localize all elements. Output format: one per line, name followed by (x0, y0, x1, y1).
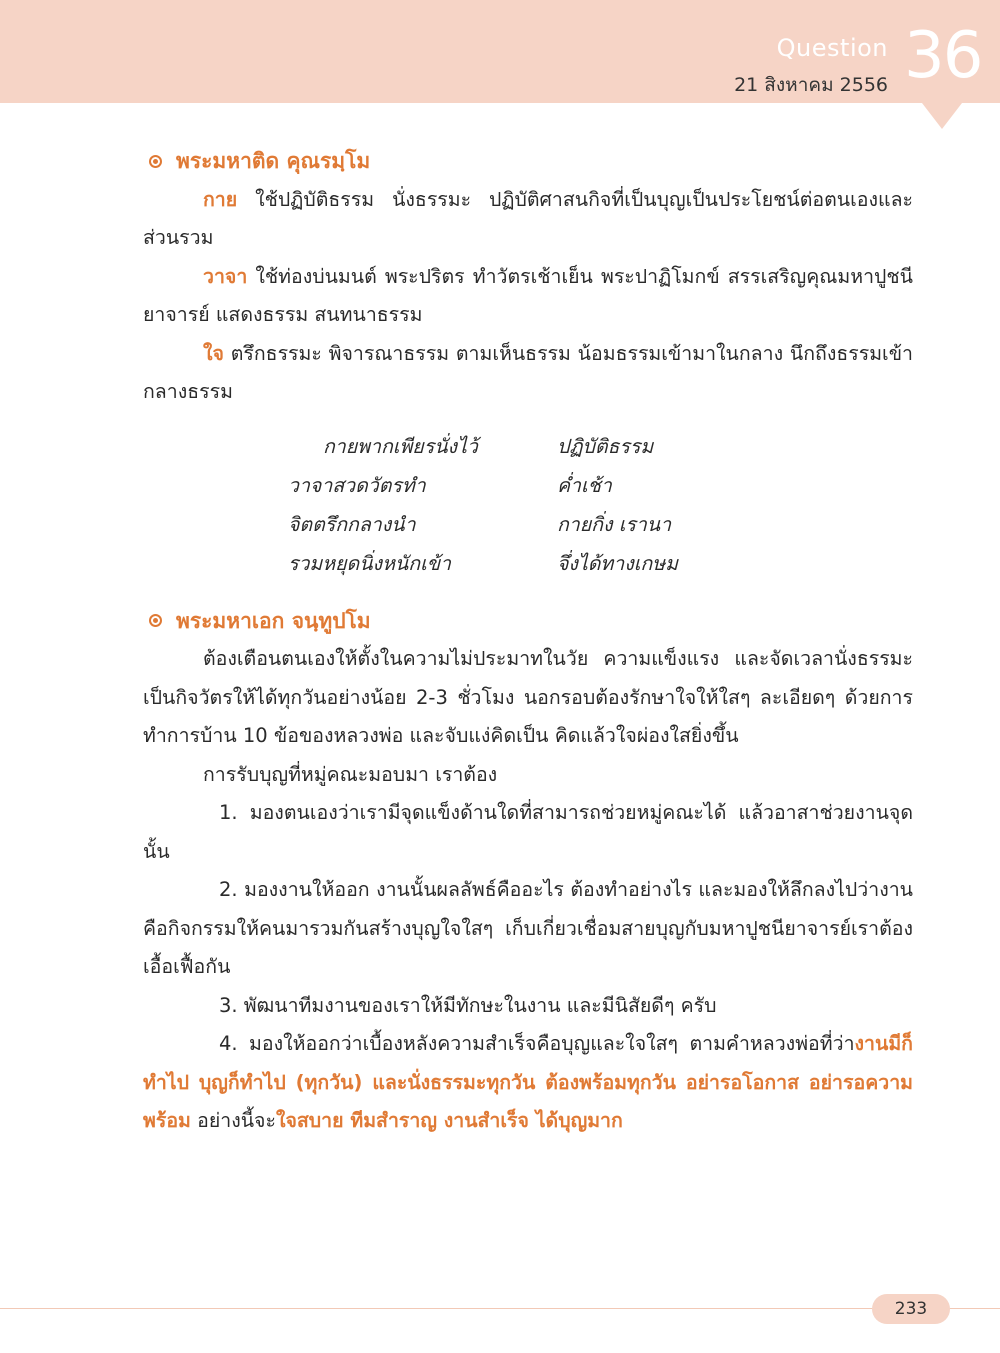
poem-line (143, 467, 913, 506)
term-kaya: กาย (203, 187, 238, 211)
paragraph-kaya (143, 181, 913, 258)
poem-line-left: รวมหยุดนิ่งหนักเข้า (288, 551, 452, 575)
poem-line (143, 428, 913, 467)
footer-line (0, 1308, 1000, 1309)
question-date: 21 สิงหาคม 2556 (734, 74, 888, 96)
paragraph-vaja (143, 258, 913, 335)
bullet-icon (149, 614, 162, 627)
term-jai: ใจ (203, 341, 224, 365)
list-item-4-mid: อย่างนี้จะ (190, 1109, 276, 1132)
poem-line-right: ค่ำเช้า (557, 473, 612, 497)
section-title-2-text: พระมหาเอก จนฺทูปโม (176, 608, 371, 633)
poem-line (143, 506, 913, 545)
list-item-4 (143, 1025, 913, 1141)
poem-line-left: วาจาสวดวัตรทำ (288, 473, 426, 497)
poem-line-right: กายกิ่ง เรานา (557, 512, 672, 536)
list-item-3: 3. พัฒนาทีมงานของเราให้มีทักษะในงาน และมีนิสัยดีๆ ครับ (219, 993, 717, 1017)
poem-line (143, 545, 913, 584)
list-item-4-quote: งานมีก็ทำไป บุญก็ทำไป (ทุกวัน) และนั่งธรรมะทุกวัน ต้องพร้อมทุกวัน อย่ารอโอกาส อย่ารอความพร้อม (143, 1032, 913, 1132)
list-item-4-result: ใจสบาย ทีมสำราญ งานสำเร็จ ได้บุญมาก (275, 1109, 623, 1132)
paragraph-jai-text: ตรึกธรรมะ พิจารณาธรรม ตามเห็นธรรม น้อมธรรมเข้ามาในกลาง นึกถึงธรรมเข้ากลางธรรม (143, 341, 913, 403)
list-item-1: 1. มองตนเองว่าเรามีจุดแข็งด้านใดที่สามารถช่วยหมู่คณะได้ แล้วอาสาช่วยงานจุดนั้น (143, 801, 913, 863)
header-pointer (922, 103, 962, 129)
section-title-2 (143, 602, 913, 641)
list-item-2: 2. มองงานให้ออก งานนั้นผลลัพธ์คืออะไร ต้องทำอย่างไร และมองให้ลึกลงไปว่างานคือกิจกรรมให้คนมารวมกันสร้างบุญใจใสๆ เก็บเกี่ยวเชื่อมสายบุญกับมหาปูชนียาจารย์เราต้องเอื้อเฟื้อกัน (143, 878, 913, 978)
section-title-1-text: พระมหาติด คุณรมฺโม (176, 149, 371, 173)
question-number: 36 (904, 19, 982, 93)
poem-line-right: จึ่งได้ทางเกษม (557, 551, 678, 575)
page-number: 233 (872, 1294, 950, 1324)
paragraph-vaja-text: ใช้ท่องบ่นมนต์ พระปริตร ทำวัตรเช้าเย็น พระปาฏิโมกข์ สรรเสริญคุณมหาปูชนียาจารย์ แสดงธรรม สนทนาธรรม (143, 264, 913, 326)
term-vaja: วาจา (203, 264, 248, 288)
paragraph-reminder: ต้องเตือนตนเองให้ตั้งในความไม่ประมาทในวัย ความแข็งแรง และจัดเวลานั่งธรรมะเป็นกิจวัตรให้ได้ทุกวันอย่างน้อย 2-3 ชั่วโมง นอกรอบต้องรักษาใจให้ใสๆ ละเอียดๆ ด้วยการทำการบ้าน 10 ข้อของหลวงพ่อ และจับแง่คิดเป็น คิดแล้วใจผ่องใสยิ่งขึ้น (143, 647, 913, 747)
paragraph-kaya-text: ใช้ปฏิบัติธรรม นั่งธรรมะ ปฏิบัติศาสนกิจที่เป็นบุญเป็นประโยชน์ต่อตนเองและส่วนรวม (143, 187, 913, 249)
poem (143, 428, 913, 584)
poem-line-left: จิตตรึกกลางนำ (288, 512, 416, 536)
page-content (143, 142, 913, 1141)
poem-line-left: กายพากเพียรนั่งไว้ (323, 434, 478, 458)
list-item-4-intro: 4. มองให้ออกว่าเบื้องหลังความสำเร็จคือบุญและใจใสๆ ตามคำหลวงพ่อที่ว่า (219, 1032, 855, 1055)
bullet-icon (149, 155, 162, 168)
paragraph-receiving-merit: การรับบุญที่หมู่คณะมอบมา เราต้อง (203, 762, 498, 786)
poem-line-right: ปฏิบัติธรรม (557, 434, 654, 458)
paragraph-jai (143, 335, 913, 412)
section-title-1 (143, 142, 913, 181)
question-label: Question (776, 34, 888, 62)
